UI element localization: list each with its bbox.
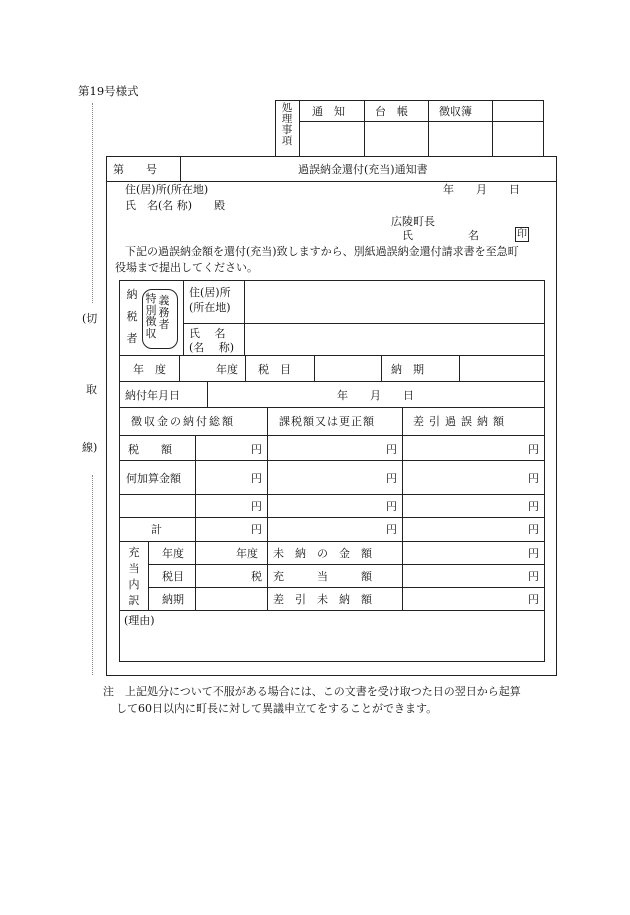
addressee-address-label: 住(居)所(所在地) <box>125 183 209 196</box>
currency-unit: 円 <box>386 443 397 456</box>
special-collection-label: 特別徴収 <box>145 292 157 340</box>
processing-col-collection: 徴収簿 <box>439 105 472 118</box>
currency-unit: 円 <box>251 472 262 485</box>
taxpayer-label: 納税者 <box>126 288 138 345</box>
notice-text-line1: 下記の過誤納金額を還付(充当)致しますから、別紙過誤納金還付請求書を至急町 <box>125 245 519 258</box>
taxpayer-address-label: 住(居)所 (所在地) <box>189 286 231 314</box>
applied-amount-label: 充 当 額 <box>273 570 372 583</box>
notice-text-line2: 役場まで提出してください。 <box>115 261 258 274</box>
reason-label: (理由) <box>124 614 155 627</box>
currency-unit: 円 <box>528 547 539 560</box>
payment-date-value: 年 月 日 <box>337 389 414 402</box>
form-number: 第19号様式 <box>78 84 139 98</box>
allocation-year-unit: 年度 <box>236 547 258 560</box>
currency-unit: 円 <box>528 523 539 536</box>
currency-unit: 円 <box>386 500 397 513</box>
currency-unit: 円 <box>386 472 397 485</box>
allocation-year-label: 年度 <box>162 547 184 560</box>
amount-row-label: 計 <box>151 523 162 536</box>
processing-col-notice: 通 知 <box>312 105 345 118</box>
processing-col-ledger: 台 帳 <box>375 105 408 118</box>
processing-label: 処理事項 <box>281 102 293 148</box>
form-title: 過誤納金還付(充当)通知書 <box>298 163 428 176</box>
remaining-unpaid-label: 差 引 未 納 額 <box>273 593 372 606</box>
taxpayer-name-label: 氏 名 (名 称) <box>189 327 235 354</box>
cut-label: (切 <box>82 312 98 325</box>
amount-row-label: 何加算金額 <box>126 472 181 485</box>
issuer-name-label: 氏 名 <box>402 229 479 242</box>
payment-date-label: 納付年月日 <box>125 389 180 402</box>
seal-mark: 印 <box>517 229 527 240</box>
take-label: 取 <box>86 383 97 396</box>
allocation-label: 充当内訳 <box>128 546 140 607</box>
currency-unit: 円 <box>251 500 262 513</box>
currency-unit: 円 <box>528 570 539 583</box>
tax-item-label: 税 目 <box>258 363 291 376</box>
allocation-period-label: 納期 <box>162 593 184 606</box>
addressee-name-label: 氏 名(名 称) 殿 <box>125 199 226 212</box>
currency-unit: 円 <box>528 500 539 513</box>
amount-header-overpaid: 差引過誤納額 <box>413 415 509 428</box>
currency-unit: 円 <box>528 593 539 606</box>
currency-unit: 円 <box>251 443 262 456</box>
payment-period-label: 納 期 <box>391 363 424 376</box>
currency-unit: 円 <box>251 523 262 536</box>
allocation-tax-label: 税目 <box>162 570 184 583</box>
number-label: 第 号 <box>113 163 157 176</box>
fiscal-year-unit: 年度 <box>216 363 238 376</box>
line-label: 線) <box>82 441 98 454</box>
issue-date-label: 年 月 日 <box>443 183 520 196</box>
unpaid-amount-label: 未 納 の 金 額 <box>273 547 372 560</box>
currency-unit: 円 <box>386 523 397 536</box>
allocation-tax-unit: 税 <box>251 570 262 583</box>
currency-unit: 円 <box>528 443 539 456</box>
fiscal-year-label: 年 度 <box>133 363 166 376</box>
amount-header-total-paid: 徴収金の納付総額 <box>131 415 235 428</box>
note-line1: 注 上記処分について不服がある場合には、この文書を受け取つた日の翌日から起算 <box>103 685 521 698</box>
amount-row-label: 税 額 <box>128 443 172 456</box>
issuer-org: 広陵町長 <box>391 215 435 228</box>
currency-unit: 円 <box>528 472 539 485</box>
note-line2: して60日以内に町長に対して異議申立てをすることができます。 <box>116 702 438 715</box>
obligor-label: 義務者 <box>158 294 170 332</box>
amount-header-assessed: 課税額又は更正額 <box>279 415 375 428</box>
